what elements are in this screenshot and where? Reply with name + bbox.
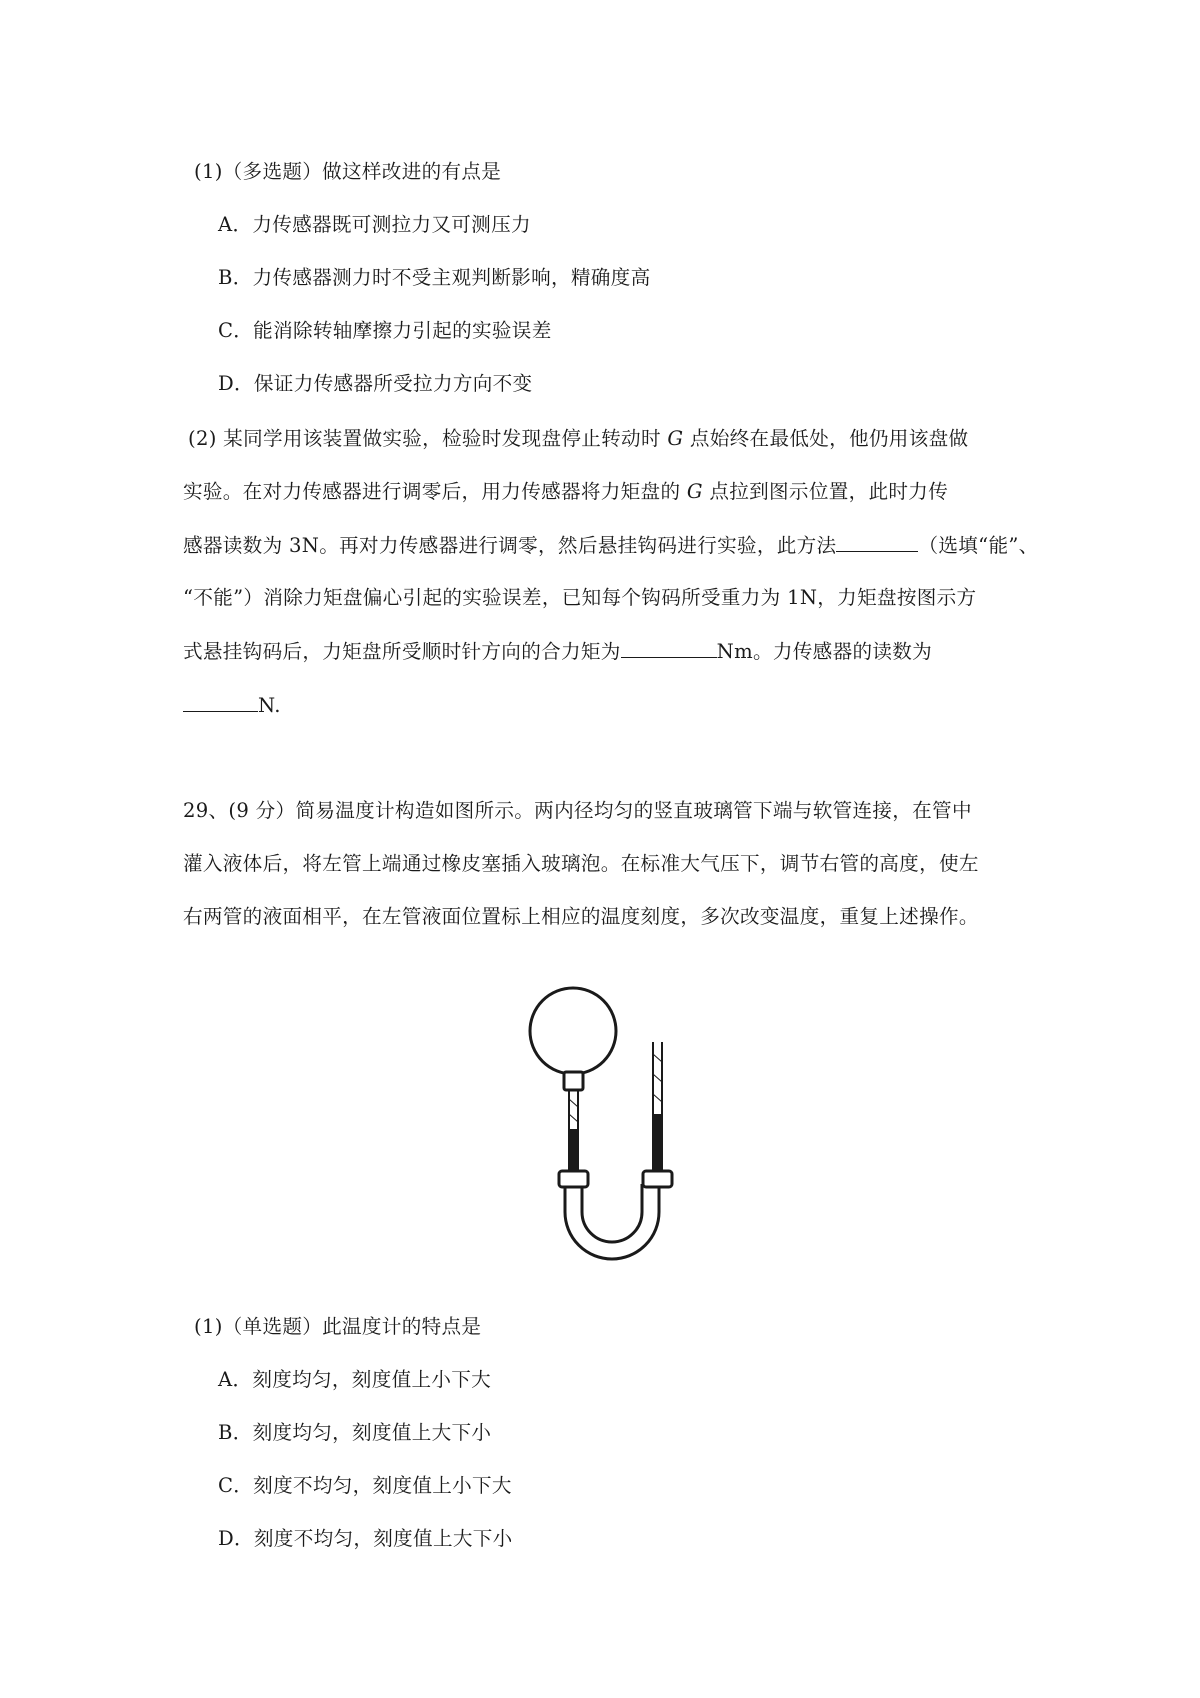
q28-part2-line-2 <box>183 478 948 506</box>
q28-option-d: D．保证力传感器所受拉力方向不变 <box>218 372 533 395</box>
q29-line-1: 29、(9 分）简易温度计构造如图所示。两内径均匀的竖直玻璃管下端与软管连接，在管中 <box>183 799 972 822</box>
q28-part2-text: 感器读数为 3N。再对力传感器进行调零，然后悬挂钩码进行实验，此方法 <box>183 534 837 557</box>
q28-part2-text: (2) 某同学用该装置做实验，检验时发现盘停止转动时 <box>188 427 661 450</box>
glass-bulb <box>530 988 616 1074</box>
point-g-label: G <box>686 480 703 503</box>
answer-blank-1[interactable] <box>836 531 918 552</box>
thermometer-diagram <box>525 984 685 1284</box>
q28-part2-text: 点始终在最低处，他仍用该盘做 <box>689 427 969 450</box>
q28-part2-line-6 <box>183 691 281 720</box>
q28-part2-text: （选填“能”、 <box>918 534 1039 557</box>
q28-part1-stem: (1)（多选题）做这样改进的有点是 <box>194 160 502 183</box>
left-connector <box>559 1171 588 1187</box>
rubber-stopper <box>564 1072 583 1090</box>
q29-option-a: A．刻度均匀，刻度值上小下大 <box>218 1368 492 1391</box>
answer-blank-2[interactable] <box>621 637 717 658</box>
q28-part2-text: 实验。在对力传感器进行调零后，用力传感器将力矩盘的 <box>183 480 681 503</box>
q28-part2-line-5 <box>183 637 932 666</box>
q29-option-b: B．刻度均匀，刻度值上大下小 <box>218 1421 492 1444</box>
point-g-label: G <box>667 427 684 450</box>
soft-tube <box>565 1184 659 1259</box>
q28-part2-text: Nm。力传感器的读数为 <box>716 640 933 663</box>
q28-option-c: C．能消除转轴摩擦力引起的实验误差 <box>218 319 552 342</box>
q28-part2-line-1 <box>188 425 968 453</box>
q28-part2-text: 式悬挂钩码后，力矩盘所受顺时针方向的合力矩为 <box>183 640 621 663</box>
q29-option-d: D．刻度不均匀，刻度值上大下小 <box>218 1527 513 1550</box>
q29-part1-stem: (1)（单选题）此温度计的特点是 <box>194 1315 482 1338</box>
right-liquid-column <box>653 1114 662 1171</box>
q28-part2-line-3 <box>183 531 1039 560</box>
q29-line-2: 灌入液体后，将左管上端通过橡皮塞插入玻璃泡。在标准大气压下，调节右管的高度，使左 <box>183 852 979 875</box>
q29-option-c: C．刻度不均匀，刻度值上小下大 <box>218 1474 512 1497</box>
q28-option-a: A．力传感器既可测拉力又可测压力 <box>218 213 531 236</box>
q28-part2-text: 点拉到图示位置，此时力传 <box>709 480 949 503</box>
left-liquid-column <box>569 1129 578 1171</box>
answer-blank-3[interactable] <box>183 691 258 712</box>
q28-part2-text: N. <box>258 694 281 717</box>
q29-line-3: 右两管的液面相平，在左管液面位置标上相应的温度刻度，多次改变温度，重复上述操作。 <box>183 905 979 928</box>
q28-option-b: B．力传感器测力时不受主观判断影响，精确度高 <box>218 266 651 289</box>
q28-part2-line-4: “不能”）消除力矩盘偏心引起的实验误差，已知每个钩码所受重力为 1N，力矩盘按图示方 <box>183 586 977 609</box>
right-connector <box>643 1171 672 1187</box>
